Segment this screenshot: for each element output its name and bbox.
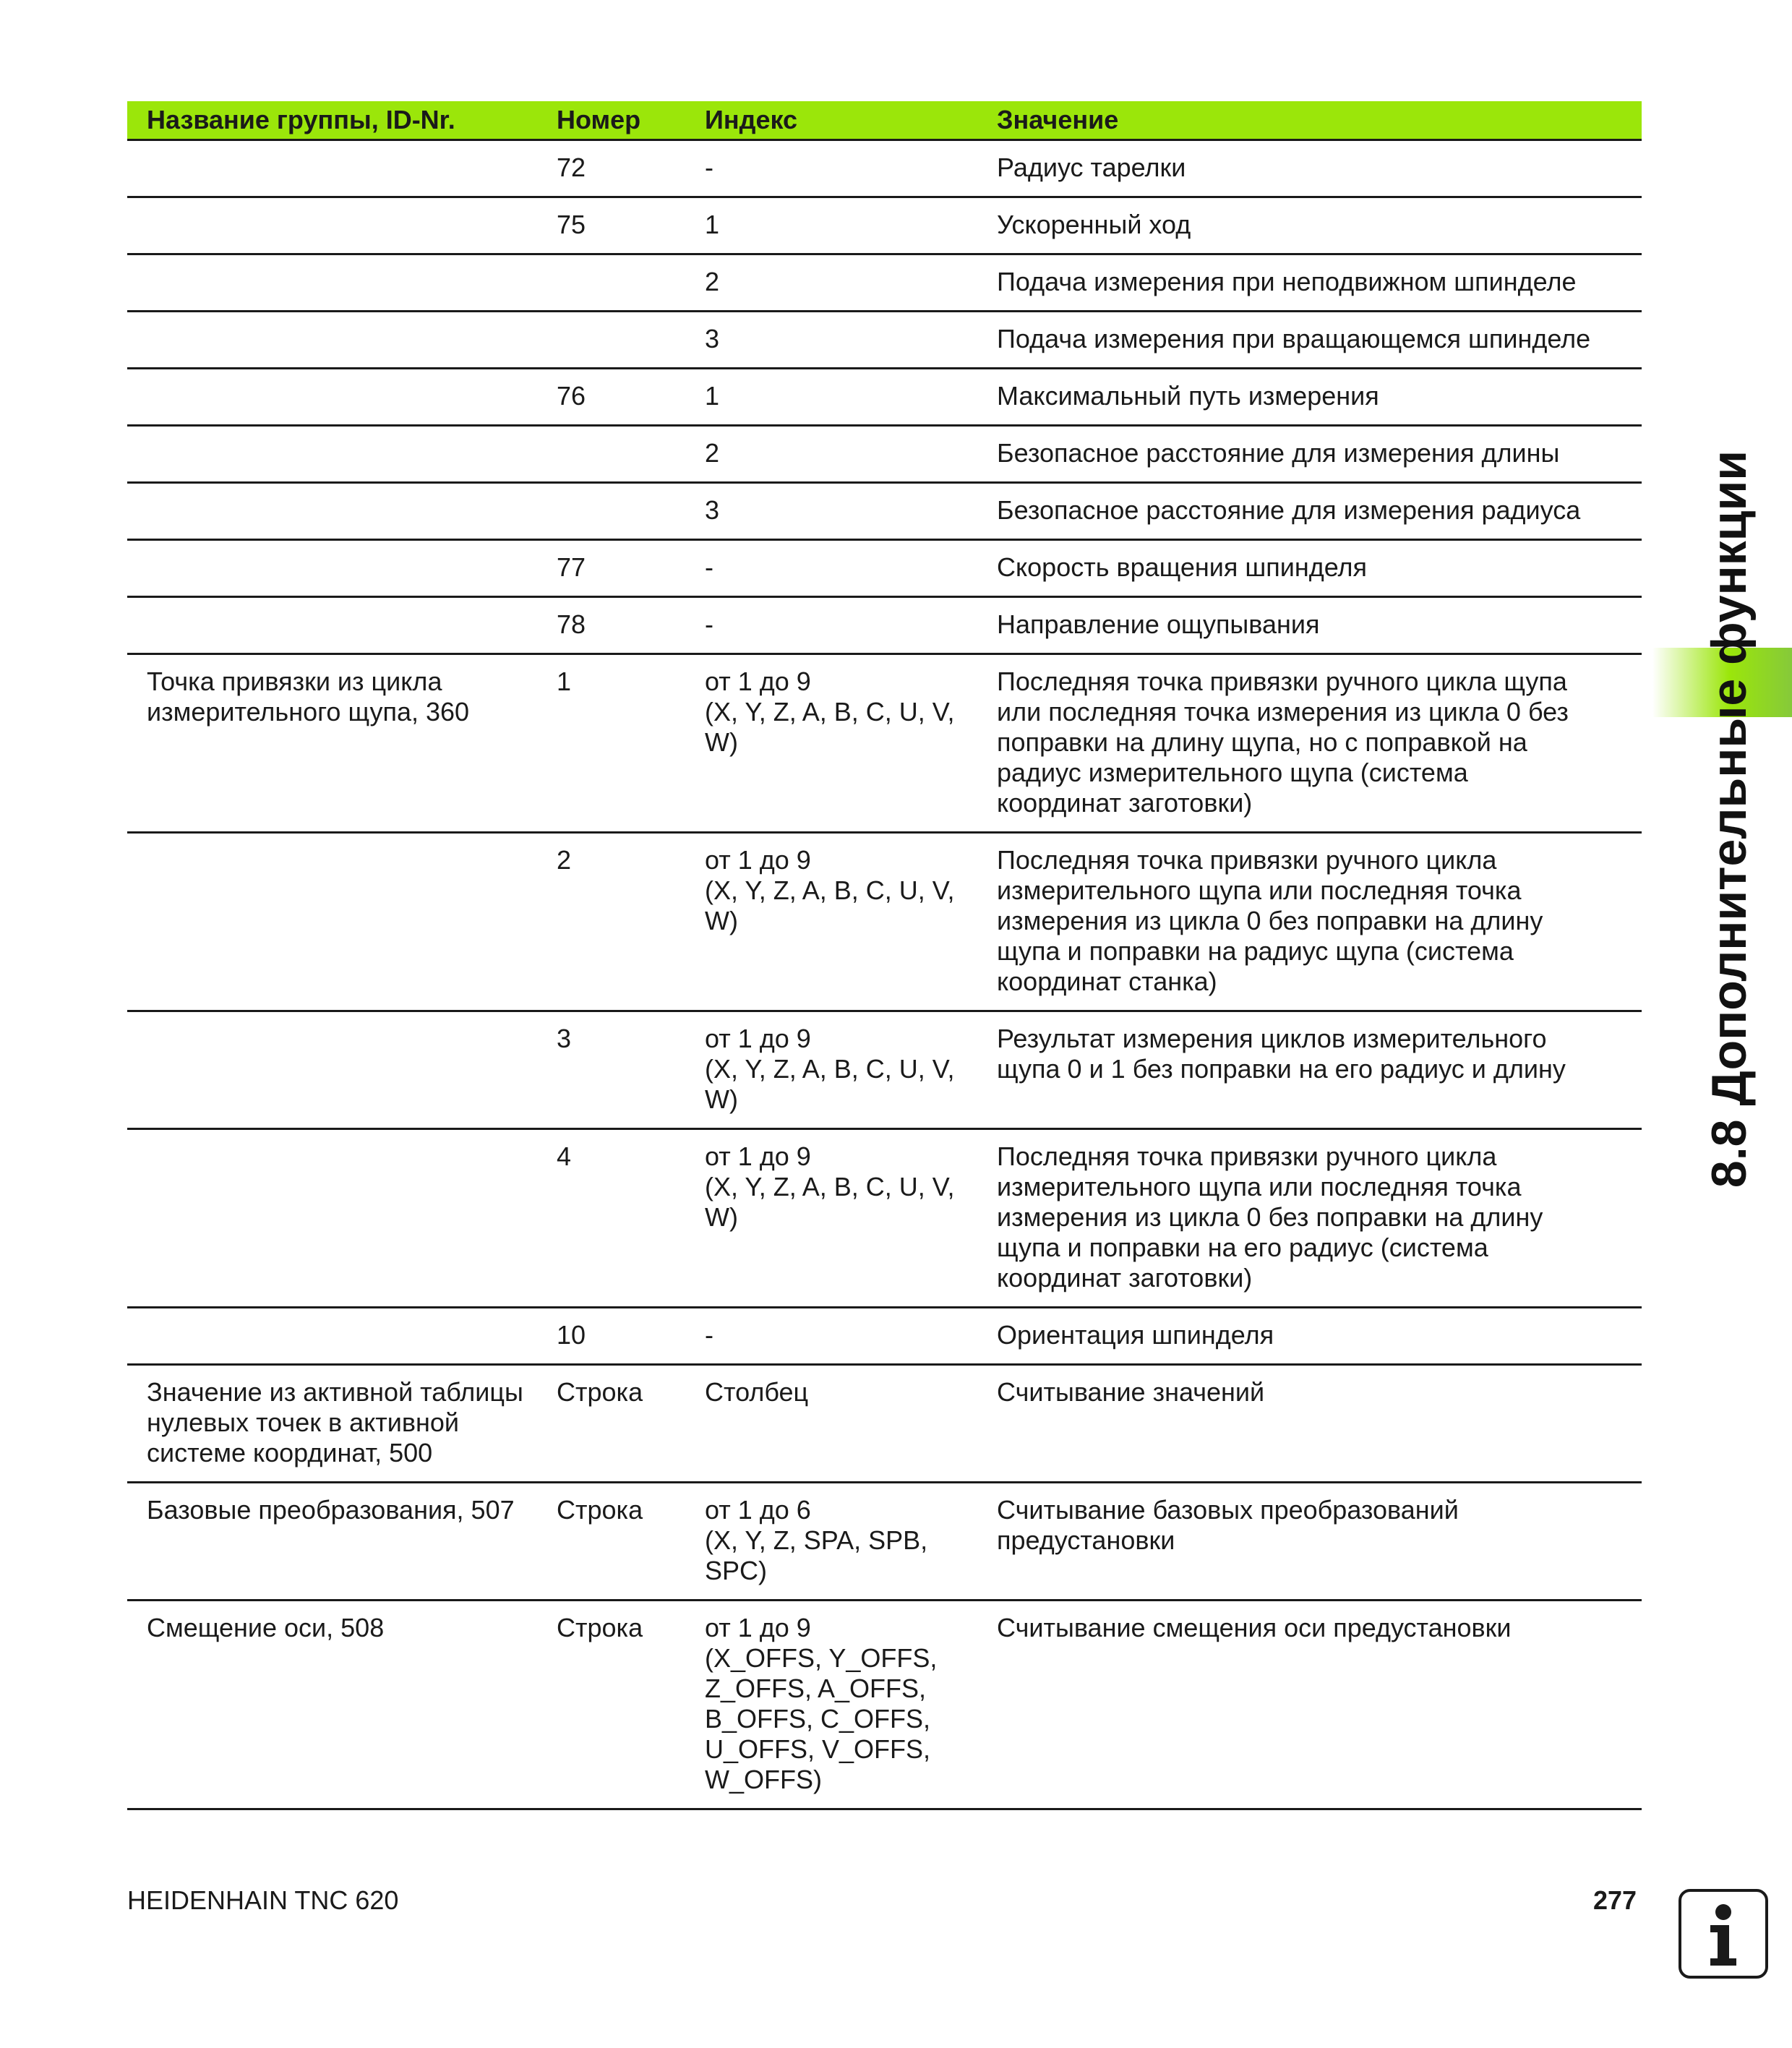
cell-index: от 1 до 9 (X, Y, Z, A, B, C, U, V, W) bbox=[705, 654, 997, 833]
cell-number bbox=[557, 426, 705, 483]
table-row bbox=[127, 1483, 1642, 1601]
footer-manual-name: HEIDENHAIN TNC 620 bbox=[127, 1885, 399, 1915]
table-row bbox=[127, 197, 1642, 254]
cell-meaning: Последняя точка привязки ручного цикла щупа или последняя точка измерения из цикла 0 без поправки на длину щупа, но с поправкой на радиус измерительного щупа (система координат заготовки) bbox=[997, 654, 1642, 833]
column-header-number: Номер bbox=[557, 101, 705, 140]
page-number: 277 bbox=[1593, 1885, 1637, 1915]
info-icon bbox=[1679, 1889, 1768, 1979]
table-row bbox=[127, 1129, 1642, 1308]
cell-index: от 1 до 6 (X, Y, Z, SPA, SPB, SPC) bbox=[705, 1483, 997, 1601]
table-row bbox=[127, 540, 1642, 597]
cell-meaning: Подача измерения при вращающемся шпинделе bbox=[997, 312, 1642, 369]
cell-number bbox=[557, 254, 705, 312]
table-row bbox=[127, 483, 1642, 540]
cell-group bbox=[127, 833, 557, 1011]
cell-index: Столбец bbox=[705, 1365, 997, 1483]
cell-number: 78 bbox=[557, 597, 705, 654]
cell-group bbox=[127, 483, 557, 540]
table-row bbox=[127, 254, 1642, 312]
cell-index: - bbox=[705, 140, 997, 197]
cell-meaning: Считывание базовых преобразований предустановки bbox=[997, 1483, 1642, 1601]
table-row bbox=[127, 140, 1642, 197]
cell-group bbox=[127, 597, 557, 654]
table-row bbox=[127, 597, 1642, 654]
cell-index: - bbox=[705, 1308, 997, 1365]
table-row bbox=[127, 312, 1642, 369]
cell-index: 2 bbox=[705, 426, 997, 483]
cell-group: Смещение оси, 508 bbox=[127, 1601, 557, 1809]
cell-number bbox=[557, 483, 705, 540]
cell-group bbox=[127, 1011, 557, 1129]
cell-index: от 1 до 9 (X_OFFS, Y_OFFS, Z_OFFS, A_OFFS, B_OFFS, C_OFFS, U_OFFS, V_OFFS, W_OFFS) bbox=[705, 1601, 997, 1809]
cell-index: - bbox=[705, 540, 997, 597]
cell-number: 1 bbox=[557, 654, 705, 833]
cell-number: 72 bbox=[557, 140, 705, 197]
cell-number: 76 bbox=[557, 369, 705, 426]
table-row bbox=[127, 426, 1642, 483]
cell-meaning: Максимальный путь измерения bbox=[997, 369, 1642, 426]
cell-group bbox=[127, 1308, 557, 1365]
table-row bbox=[127, 369, 1642, 426]
cell-index: 3 bbox=[705, 483, 997, 540]
cell-meaning: Радиус тарелки bbox=[997, 140, 1642, 197]
table-row bbox=[127, 654, 1642, 833]
section-title: 8.8 Дополнительные функции bbox=[1702, 450, 1757, 1188]
cell-meaning: Последняя точка привязки ручного цикла измерительного щупа или последняя точка измерения из цикла 0 без поправки на длину щупа и поправки на его радиус (система координат заготовки) bbox=[997, 1129, 1642, 1308]
cell-number: Строка bbox=[557, 1483, 705, 1601]
cell-meaning: Безопасное расстояние для измерения радиуса bbox=[997, 483, 1642, 540]
cell-number: Строка bbox=[557, 1601, 705, 1809]
cell-group bbox=[127, 197, 557, 254]
cell-index: 2 bbox=[705, 254, 997, 312]
cell-meaning: Считывание значений bbox=[997, 1365, 1642, 1483]
cell-index: от 1 до 9 (X, Y, Z, A, B, C, U, V, W) bbox=[705, 1129, 997, 1308]
column-header-index: Индекс bbox=[705, 101, 997, 140]
cell-meaning: Ускоренный ход bbox=[997, 197, 1642, 254]
cell-meaning: Скорость вращения шпинделя bbox=[997, 540, 1642, 597]
cell-number: 77 bbox=[557, 540, 705, 597]
cell-number: 3 bbox=[557, 1011, 705, 1129]
cell-meaning: Считывание смещения оси предустановки bbox=[997, 1601, 1642, 1809]
cell-group bbox=[127, 369, 557, 426]
cell-number: Строка bbox=[557, 1365, 705, 1483]
cell-group bbox=[127, 312, 557, 369]
cell-group: Базовые преобразования, 507 bbox=[127, 1483, 557, 1601]
table-row bbox=[127, 1601, 1642, 1809]
cell-meaning: Результат измерения циклов измерительного щупа 0 и 1 без поправки на его радиус и длину bbox=[997, 1011, 1642, 1129]
cell-number: 4 bbox=[557, 1129, 705, 1308]
cell-number bbox=[557, 312, 705, 369]
cell-index: 3 bbox=[705, 312, 997, 369]
cell-group bbox=[127, 254, 557, 312]
cell-meaning: Направление ощупывания bbox=[997, 597, 1642, 654]
cell-index: 1 bbox=[705, 369, 997, 426]
cell-meaning: Ориентация шпинделя bbox=[997, 1308, 1642, 1365]
table-row bbox=[127, 1365, 1642, 1483]
cell-meaning: Последняя точка привязки ручного цикла измерительного щупа или последняя точка измерения из цикла 0 без поправки на длину щупа и поправки на радиус щупа (система координат станка) bbox=[997, 833, 1642, 1011]
cell-group bbox=[127, 140, 557, 197]
cell-number: 10 bbox=[557, 1308, 705, 1365]
cell-group: Точка привязки из цикла измерительного щупа, 360 bbox=[127, 654, 557, 833]
table-row bbox=[127, 1308, 1642, 1365]
cell-group bbox=[127, 426, 557, 483]
cell-meaning: Безопасное расстояние для измерения длины bbox=[997, 426, 1642, 483]
column-header-group: Название группы, ID-Nr. bbox=[127, 101, 557, 140]
cell-group bbox=[127, 1129, 557, 1308]
cell-index: от 1 до 9 (X, Y, Z, A, B, C, U, V, W) bbox=[705, 1011, 997, 1129]
cell-number: 75 bbox=[557, 197, 705, 254]
cell-index: от 1 до 9 (X, Y, Z, A, B, C, U, V, W) bbox=[705, 833, 997, 1011]
cell-meaning: Подача измерения при неподвижном шпинделе bbox=[997, 254, 1642, 312]
table-header bbox=[127, 101, 1642, 140]
table-body bbox=[127, 140, 1642, 1809]
cell-number: 2 bbox=[557, 833, 705, 1011]
cell-group bbox=[127, 540, 557, 597]
table-row bbox=[127, 1011, 1642, 1129]
table-row bbox=[127, 833, 1642, 1011]
parameter-table bbox=[127, 101, 1642, 1810]
cell-index: - bbox=[705, 597, 997, 654]
cell-group: Значение из активной таблицы нулевых точек в активной системе координат, 500 bbox=[127, 1365, 557, 1483]
column-header-meaning: Значение bbox=[997, 101, 1642, 140]
cell-index: 1 bbox=[705, 197, 997, 254]
